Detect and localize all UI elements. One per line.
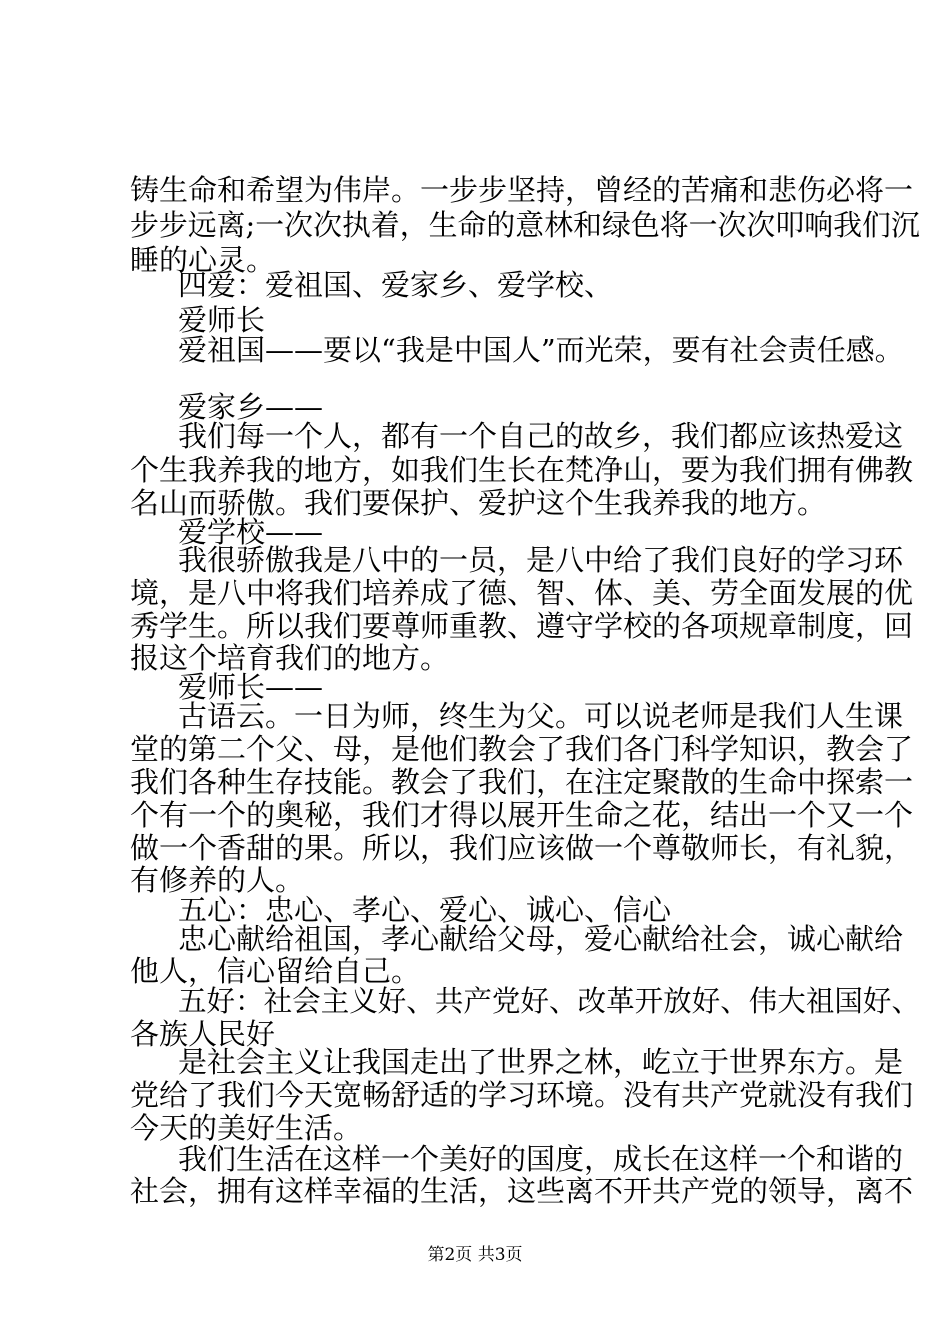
body-text-line: 报这个培育我们的地方。 xyxy=(130,641,450,675)
body-text-line: 铸生命和希望为伟岸。一步步坚持，曾经的苦痛和悲伤必将一 xyxy=(130,173,914,207)
section-heading-five-goods: 五好：社会主义好、共产党好、改革开放好、伟大祖国好、 xyxy=(178,984,921,1018)
section-heading-five-hearts: 五心：忠心、孝心、爱心、诚心、信心 xyxy=(178,893,672,927)
body-text-line: 我很骄傲我是八中的一员，是八中给了我们良好的学习环 xyxy=(178,543,904,577)
body-text-line: 有修养的人。 xyxy=(130,863,305,897)
section-heading-continued: 爱师长 xyxy=(178,303,266,337)
body-text-line: 名山而骄傲。我们要保护、爱护这个生我养我的地方。 xyxy=(130,486,827,520)
body-text-line: 秀学生。所以我们要尊师重教、遵守学校的各项规章制度，回 xyxy=(130,609,914,643)
body-text-line: 是社会主义让我国走出了世界之林，屹立于世界东方。是 xyxy=(178,1045,904,1079)
body-text-line: 个生我养我的地方，如我们生长在梵净山，要为我们拥有佛教 xyxy=(130,453,914,487)
body-text-line: 社会，拥有这样幸福的生活，这些离不开共产党的领导，离不 xyxy=(130,1174,914,1208)
page-indicator: 第2页 共3页 xyxy=(427,1245,523,1265)
body-text-line: 他人，信心留给自己。 xyxy=(130,954,421,988)
subheading-love-hometown: 爱家乡—— xyxy=(178,390,324,424)
body-text-line: 个有一个的奥秘，我们才得以展开生命之花，结出一个又一个 xyxy=(130,798,914,832)
body-text-line: 境，是八中将我们培养成了德、智、体、美、劳全面发展的优 xyxy=(130,576,914,610)
body-text-line: 忠心献给祖国，孝心献给父母，爱心献给社会，诚心献给 xyxy=(178,922,904,956)
section-heading-four-loves: 四爱：爱祖国、爱家乡、爱学校、 xyxy=(178,268,614,302)
body-text-line: 睡的心灵。 xyxy=(130,243,276,277)
body-text-line: 步步远离;一次次执着，生命的意林和绿色将一次次叩响我们沉 xyxy=(130,208,920,242)
body-text-line: 古语云。一日为师，终生为父。可以说老师是我们人生课 xyxy=(178,699,904,733)
section-heading-continued: 各族人民好 xyxy=(130,1017,276,1051)
body-text-line: 我们每一个人，都有一个自己的故乡，我们都应该热爱这 xyxy=(178,419,904,453)
body-text-line: 今天的美好生活。 xyxy=(130,1111,363,1145)
body-text-line: 我们生活在这样一个美好的国度，成长在这样一个和谐的 xyxy=(178,1142,904,1176)
body-text-line: 做一个香甜的果。所以，我们应该做一个尊敬师长，有礼貌， xyxy=(130,831,914,865)
body-text-line: 党给了我们今天宽畅舒适的学习环境。没有共产党就没有我们 xyxy=(130,1078,914,1112)
subheading-love-school: 爱学校—— xyxy=(178,515,324,549)
body-text-line: 爱祖国——要以“我是中国人”而光荣，要有社会责任感。 xyxy=(178,333,904,367)
body-text-line: 我们各种生存技能。教会了我们，在注定聚散的生命中探索一 xyxy=(130,765,914,799)
body-text-line: 堂的第二个父、母，是他们教会了我们各门科学知识，教会了 xyxy=(130,732,914,766)
subheading-love-teachers: 爱师长—— xyxy=(178,670,324,704)
